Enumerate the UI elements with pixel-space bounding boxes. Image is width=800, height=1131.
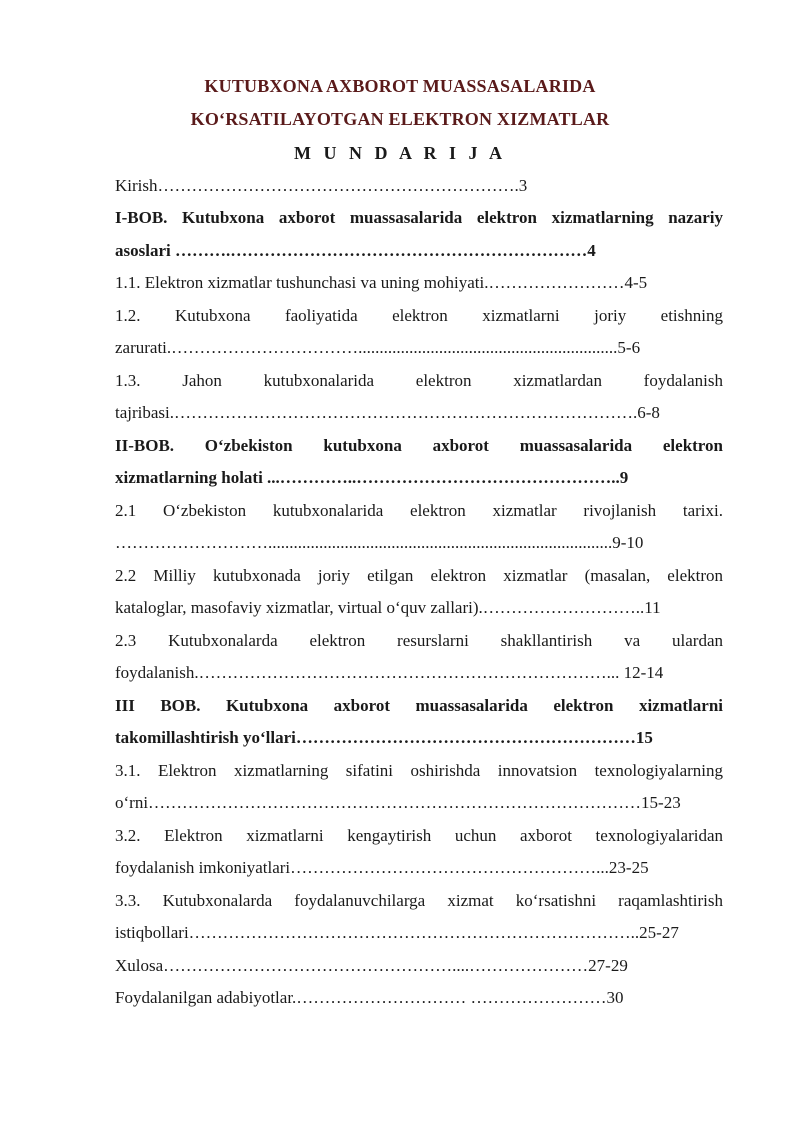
toc-entry-references: Foydalanilgan adabiyotlar.………………………… ……………………30: [115, 988, 624, 1007]
document-title-line-1: KUTUBXONA AXBOROT MUASSASALARIDA: [204, 76, 596, 96]
toc-entry-2-2-cont: kataloglar, masofaviy xizmatlar, virtual o‘quv zallari).………………………..11: [115, 598, 661, 617]
document-title-line-2: KO‘RSATILAYOTGAN ELEKTRON XIZMATLAR: [190, 109, 610, 129]
toc-entry-1-1: 1.1. Elektron xizmatlar tushunchasi va uning mohiyati.……………………4-5: [115, 273, 648, 292]
toc-entry-1-3: 1.3. Jahon kutubxonalarida elektron xizmatlardan foydalanish: [115, 371, 723, 390]
contents-heading: M U N D A R I J A: [293, 143, 506, 163]
toc-chapter-3-heading-cont: takomillashtirish yo‘llari……………………………………………………15: [115, 728, 653, 747]
toc-entry-2-3-cont: foydalanish.………………………………………………………………... 12-14: [115, 663, 664, 682]
toc-entry-2-1: 2.1 O‘zbekiston kutubxonalarida elektron xizmatlar rivojlanish tarixi.: [115, 501, 723, 520]
toc-entry-2-3: 2.3 Kutubxonalarda elektron resurslarni shakllantirish va ulardan: [115, 631, 723, 650]
toc-entry-1-2: 1.2. Kutubxona faoliyatida elektron xizmatlarni joriy etishning: [115, 306, 723, 325]
toc-chapter-2-heading: II-BOB. O‘zbekiston kutubxona axborot muassasalarida elektron: [115, 436, 723, 455]
toc-entry-1-2-cont: zarurati.…………………………….............................................................5-6: [115, 338, 641, 357]
toc-chapter-3-heading: III BOB. Kutubxona axborot muassasalarida elektron xizmatlarni: [115, 696, 723, 715]
toc-entry-introduction: Kirish……………………………………………………….3: [115, 176, 528, 195]
toc-chapter-2-heading-cont: xizmatlarning holati ...…………..………………………………………..9: [115, 468, 629, 487]
toc-entry-conclusion: Xulosa……………………………………………....…………………27-29: [115, 956, 628, 975]
toc-chapter-1-heading-cont: asoslari ……….………………………………………………………4: [115, 241, 596, 260]
toc-entry-3-3-cont: istiqbollari……………………………………………………………………..25-27: [115, 923, 679, 942]
toc-entry-3-3: 3.3. Kutubxonalarda foydalanuvchilarga xizmat ko‘rsatishni raqamlashtirish: [115, 891, 723, 910]
toc-entry-1-3-cont: tajribasi.……………………………………………………………………….6-8: [115, 403, 660, 422]
toc-entry-3-1: 3.1. Elektron xizmatlarning sifatini oshirishda innovatsion texnologiyalarning: [115, 761, 723, 780]
toc-entry-3-1-cont: o‘rni……………………………………………………………………………15-23: [115, 793, 681, 812]
toc-entry-2-1-cont: ……………………….................................................................................9-10: [115, 533, 644, 552]
toc-entry-3-2: 3.2. Elektron xizmatlarni kengaytirish uchun axborot texnologiyalaridan: [115, 826, 723, 845]
toc-entry-3-2-cont: foydalanish imkoniyatlari………………………………………………...23-25: [115, 858, 649, 877]
toc-entry-2-2: 2.2 Milliy kutubxonada joriy etilgan elektron xizmatlar (masalan, elektron: [115, 566, 723, 585]
toc-chapter-1-heading: I-BOB. Kutubxona axborot muassasalarida elektron xizmatlarning nazariy: [115, 208, 723, 227]
